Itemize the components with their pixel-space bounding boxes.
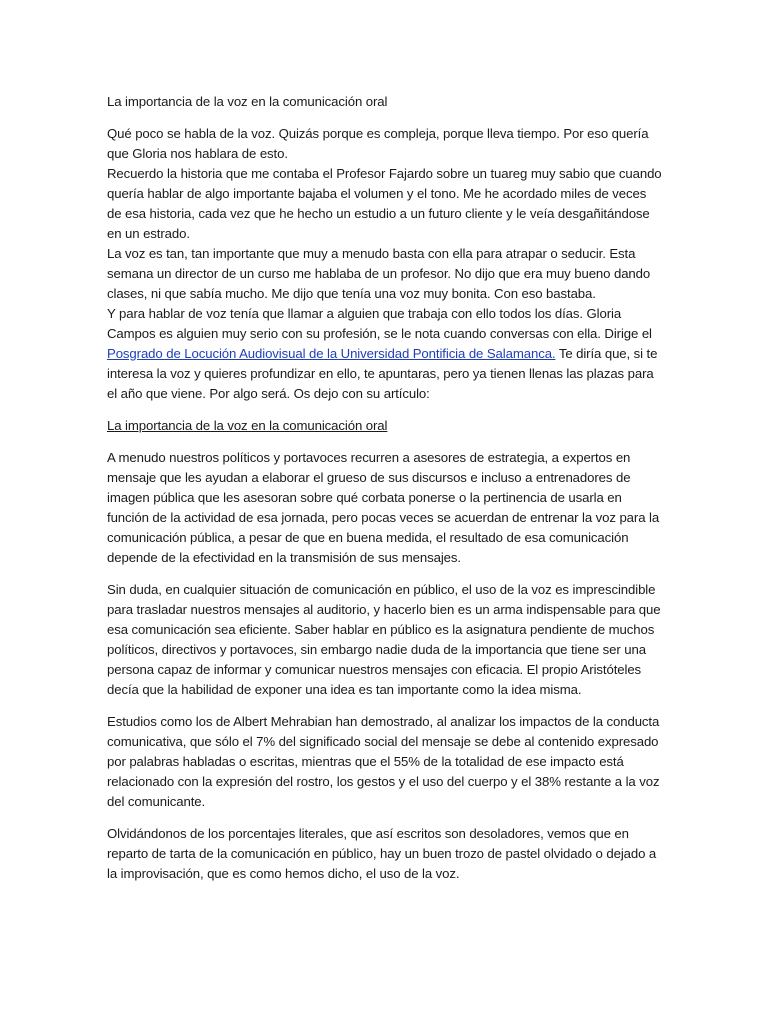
intro-block bbox=[107, 124, 663, 404]
article-paragraph: Estudios como los de Albert Mehrabian han demostrado, al analizar los impactos de la conducta comunicativa, que sólo el 7% del significado social del mensaje se debe al contenido expresado por palabras habladas o escritas, mientras que el 55% de la totalidad de ese impacto está relacionado con la expresión del rostro, los gestos y el uso del cuerpo y el 38% restante a la voz del comunicante. bbox=[107, 714, 660, 809]
intro-paragraph-with-link bbox=[107, 304, 663, 404]
intro-paragraph: La voz es tan, tan importante que muy a menudo basta con ella para atrapar o seducir. Esta semana un director de un curso me hablaba de un profesor. No dijo que era muy bueno dando clases, ni que sabía mucho. Me dijo que tenía una voz muy bonita. Con eso bastaba. bbox=[107, 246, 651, 301]
intro-paragraph: Qué poco se habla de la voz. Quizás porque es compleja, porque lleva tiempo. Por eso quería que Gloria nos hablara de esto. bbox=[107, 126, 649, 161]
article-paragraph: A menudo nuestros políticos y portavoces recurren a asesores de estrategia, a expertos en mensaje que les ayudan a elaborar el grueso de sus discursos e incluso a entrenadores de imagen pública que les asesoran sobre qué corbata ponerse o la pertinencia de usarla en función de la actividad de esa jornada, pero pocas veces se acuerdan de entrenar la voz para la comunicación pública, a pesar de que en buena medida, el resultado de esa comunicación depende de la efectividad en la transmisión de sus mensajes. bbox=[107, 450, 660, 565]
intro-text-after-link: Te diría que, si te interesa la voz y quieres profundizar en ello, te apuntaras, pero ya tienen llenas las plazas para el año que viene. Por algo será. Os dejo con su artículo: bbox=[107, 346, 658, 401]
article-paragraph: Sin duda, en cualquier situación de comunicación en público, el uso de la voz es imprescindible para trasladar nuestros mensajes al auditorio, y hacerlo bien es un arma indispensable para que esa comunicación sea eficiente. Saber hablar en público es la asignatura pendiente de muchos políticos, directivos y portavoces, sin embargo nadie duda de la importancia que tiene ser una persona capaz de informar y comunicar nuestros mensajes con eficacia. El propio Aristóteles decía que la habilidad de exponer una idea es tan importante como la idea misma. bbox=[107, 582, 661, 697]
intro-text-before-link: Y para hablar de voz tenía que llamar a alguien que trabaja con ello todos los días. Gloria Campos es alguien muy serio con su profesión, se le nota cuando conversas con ella. Dirige el bbox=[107, 306, 652, 341]
posgrado-link[interactable]: Posgrado de Locución Audiovisual de la Universidad Pontificia de Salamanca. bbox=[107, 346, 556, 361]
document-title: La importancia de la voz en la comunicación oral bbox=[107, 94, 388, 109]
article-subtitle: La importancia de la voz en la comunicación oral bbox=[107, 418, 388, 433]
article-paragraph: Olvidándonos de los porcentajes literales, que así escritos son desoladores, vemos que en reparto de tarta de la comunicación en público, hay un buen trozo de pastel olvidado o dejado a la improvisación, que es como hemos dicho, el uso de la voz. bbox=[107, 826, 657, 881]
document-page bbox=[107, 92, 663, 896]
intro-paragraph: Recuerdo la historia que me contaba el Profesor Fajardo sobre un tuareg muy sabio que cuando quería hablar de algo importante bajaba el volumen y el tono. Me he acordado miles de veces de esa historia, cada vez que he hecho un estudio a un futuro cliente y le veía desgañitándose en un estrado. bbox=[107, 166, 662, 241]
